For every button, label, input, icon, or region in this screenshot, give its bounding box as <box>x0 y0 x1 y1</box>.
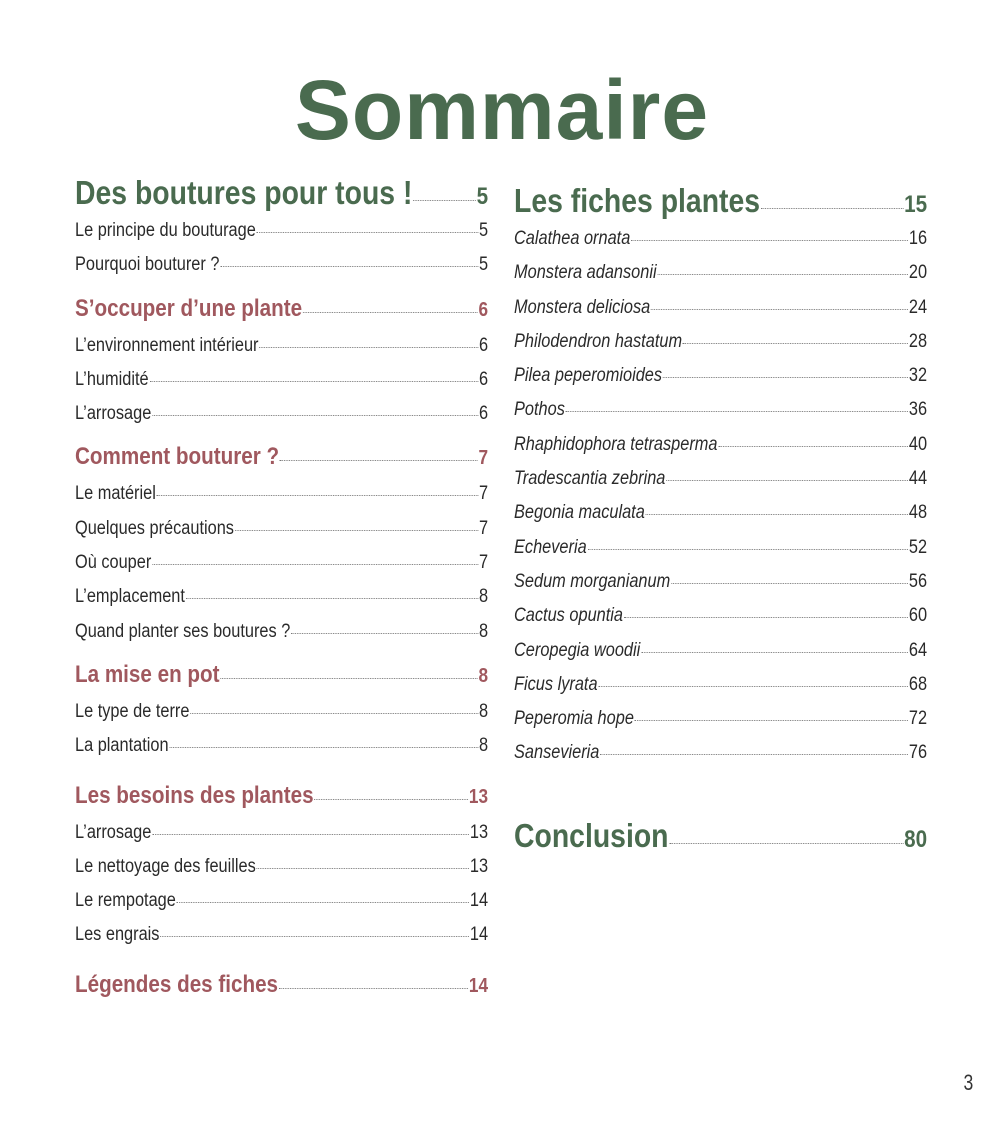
leader-dots <box>152 414 478 416</box>
toc-entry[interactable] <box>75 735 488 769</box>
chapter-title: Les fiches plantes <box>514 182 761 219</box>
toc-plant-entry[interactable] <box>514 399 927 433</box>
leader-dots <box>257 867 469 869</box>
toc-section-heading[interactable] <box>75 782 488 822</box>
page-number: 6 <box>478 334 489 356</box>
page-number: 7 <box>478 447 489 470</box>
leader-dots <box>152 563 478 565</box>
page-number: 5 <box>478 254 489 276</box>
page-number: 40 <box>908 433 928 455</box>
toc-plant-entry[interactable] <box>514 571 927 605</box>
page-number: 68 <box>908 673 928 695</box>
page-number: 64 <box>908 639 928 661</box>
entry-label: Le rempotage <box>75 890 176 912</box>
toc-plant-entry[interactable] <box>514 262 927 296</box>
entry-label: Le type de terre <box>75 700 190 722</box>
section-title: La mise en pot <box>75 660 220 688</box>
toc-entry[interactable] <box>75 701 488 735</box>
entry-label: L’arrosage <box>75 403 152 425</box>
entry-label: Le principe du bouturage <box>75 220 256 241</box>
page-title: Sommaire <box>294 63 710 157</box>
plant-name: Sedum morganianum <box>514 570 671 592</box>
page-number: 56 <box>908 570 928 592</box>
toc-plant-entry[interactable] <box>514 708 927 742</box>
leader-dots <box>152 833 469 835</box>
leader-dots <box>624 616 908 618</box>
page-number: 28 <box>908 330 928 352</box>
toc-plant-entry[interactable] <box>514 365 927 399</box>
entry-label: L’arrosage <box>75 821 152 843</box>
section-title: S’occuper d’une plante <box>75 294 303 322</box>
toc-section-heading[interactable] <box>75 661 488 701</box>
plant-name: Cactus opuntia <box>514 605 624 627</box>
section-title: Les besoins des plantes <box>75 781 314 809</box>
leader-dots <box>671 582 908 584</box>
page-number: 8 <box>478 735 489 757</box>
page-number: 8 <box>478 664 489 687</box>
page-number: 5 <box>478 220 489 241</box>
leader-dots <box>190 712 478 714</box>
leader-dots <box>657 273 908 275</box>
plant-name: Monstera adansonii <box>514 262 657 284</box>
leader-dots <box>303 311 478 313</box>
toc-entry[interactable] <box>75 822 488 856</box>
page-number: 14 <box>469 924 489 946</box>
leader-dots <box>761 207 903 209</box>
plant-name: Rhaphidophora tetrasperma <box>514 433 718 455</box>
leader-dots <box>280 459 478 461</box>
plant-name: Begonia maculata <box>514 502 645 524</box>
entry-label: Le matériel <box>75 483 156 505</box>
toc-plant-entry[interactable] <box>514 605 927 639</box>
leader-dots <box>641 651 908 653</box>
leader-dots <box>663 376 908 378</box>
toc-plant-entry[interactable] <box>514 640 927 674</box>
page-number: 8 <box>478 586 489 608</box>
toc-entry[interactable] <box>75 552 488 586</box>
plant-name: Ficus lyrata <box>514 673 598 695</box>
page-number: 48 <box>908 502 928 524</box>
plant-name: Tradescantia zebrina <box>514 468 666 490</box>
page-number: 6 <box>478 403 489 425</box>
leader-dots <box>413 199 475 201</box>
chapter-title: Des boutures pour tous ! <box>75 174 413 211</box>
page-number: 13 <box>469 821 489 843</box>
toc-entry[interactable] <box>75 483 488 517</box>
page-number: 6 <box>478 298 489 321</box>
entry-label: Quelques précautions <box>75 517 234 539</box>
plant-name: Pothos <box>514 399 565 421</box>
toc-plant-entry[interactable] <box>514 434 927 468</box>
leader-dots <box>635 719 908 721</box>
leader-dots <box>666 479 908 481</box>
chapter-title: Conclusion <box>514 816 669 854</box>
toc-entry[interactable] <box>75 621 488 655</box>
entry-label: Pourquoi bouturer ? <box>75 254 220 276</box>
leader-dots <box>149 380 478 382</box>
toc-entry[interactable] <box>75 369 488 403</box>
entry-label: La plantation <box>75 735 169 757</box>
page-number: 32 <box>908 365 928 387</box>
plant-name: Monstera deliciosa <box>514 296 651 318</box>
section-title: Légendes des fiches <box>75 970 279 998</box>
page-number: 13 <box>469 855 489 877</box>
entry-label: L’environnement intérieur <box>75 334 259 356</box>
toc-right-column <box>514 182 927 863</box>
section-title: Comment bouturer ? <box>75 443 280 471</box>
page-number: 60 <box>908 605 928 627</box>
plant-name: Pilea peperomioides <box>514 365 663 387</box>
leader-dots <box>220 677 477 679</box>
toc-plant-entry[interactable] <box>514 674 927 708</box>
page-number: 14 <box>469 890 489 912</box>
leader-dots <box>279 987 468 989</box>
plant-name: Calathea ornata <box>514 228 631 249</box>
page-number: 6 <box>478 368 489 390</box>
entry-label: Quand planter ses boutures ? <box>75 620 291 642</box>
toc-entry[interactable] <box>75 518 488 552</box>
leader-dots <box>169 746 478 748</box>
leader-dots <box>683 342 908 344</box>
toc-entry[interactable] <box>75 890 488 924</box>
entry-label: L’humidité <box>75 368 149 390</box>
page-folio: 3 <box>963 1070 973 1095</box>
toc-plant-entry[interactable] <box>514 468 927 502</box>
page-number: 13 <box>468 785 489 808</box>
toc-plant-entry[interactable] <box>514 331 927 365</box>
leader-dots <box>291 632 478 634</box>
leader-dots <box>598 685 908 687</box>
toc-entry[interactable] <box>75 254 488 288</box>
page-number: 80 <box>904 825 928 853</box>
toc-entry[interactable] <box>75 335 488 369</box>
page-number: 7 <box>478 483 489 505</box>
entry-label: Les engrais <box>75 924 160 946</box>
leader-dots <box>588 548 908 550</box>
page-number: 7 <box>478 552 489 574</box>
toc-plant-entry[interactable] <box>514 297 927 331</box>
page-number: 5 <box>476 183 489 210</box>
page-number: 72 <box>908 708 928 730</box>
toc-section-heading[interactable] <box>75 971 488 1011</box>
leader-dots <box>235 529 478 531</box>
leader-dots <box>259 346 478 348</box>
leader-dots <box>257 231 478 233</box>
page-number: 20 <box>908 262 928 284</box>
page-number: 44 <box>908 468 928 490</box>
leader-dots <box>220 265 478 267</box>
toc-plant-entry[interactable] <box>514 502 927 536</box>
toc-section-heading[interactable] <box>75 295 488 335</box>
leader-dots <box>718 445 908 447</box>
plant-name: Sansevieria <box>514 742 600 764</box>
plant-name: Philodendron hastatum <box>514 330 683 352</box>
page-number: 52 <box>908 536 928 558</box>
leader-dots <box>186 597 478 599</box>
leader-dots <box>566 410 908 412</box>
toc-section-heading[interactable] <box>75 443 488 483</box>
page-number: 8 <box>478 700 489 722</box>
toc-plant-entry[interactable] <box>514 228 927 262</box>
leader-dots <box>160 935 469 937</box>
page-number: 76 <box>908 742 928 764</box>
plant-name: Echeveria <box>514 536 587 558</box>
page-number: 7 <box>478 517 489 539</box>
leader-dots <box>651 308 908 310</box>
leader-dots <box>157 494 478 496</box>
toc-left-column <box>75 174 488 1011</box>
entry-label: Le nettoyage des feuilles <box>75 855 256 877</box>
leader-dots <box>314 798 468 800</box>
entry-label: L’emplacement <box>75 586 185 608</box>
page-number: 14 <box>468 974 489 997</box>
leader-dots <box>646 513 908 515</box>
toc-entry[interactable] <box>75 856 488 890</box>
page-number: 16 <box>908 228 928 249</box>
entry-label: Où couper <box>75 552 152 574</box>
toc-chapter-intro[interactable] <box>75 174 488 220</box>
page-number: 36 <box>908 399 928 421</box>
page-number: 24 <box>908 296 928 318</box>
toc-entry[interactable] <box>75 586 488 620</box>
toc-plant-entry[interactable] <box>514 742 927 776</box>
toc-chapter-plant-sheets[interactable] <box>514 182 927 228</box>
page-number: 8 <box>478 620 489 642</box>
toc-entry[interactable] <box>75 220 488 254</box>
toc-entry[interactable] <box>75 403 488 437</box>
plant-name: Ceropegia woodii <box>514 639 641 661</box>
toc-chapter-conclusion[interactable] <box>514 817 927 863</box>
plant-name: Peperomia hope <box>514 708 634 730</box>
toc-entry[interactable] <box>75 924 488 958</box>
leader-dots <box>669 842 903 844</box>
leader-dots <box>177 901 469 903</box>
leader-dots <box>631 239 908 241</box>
leader-dots <box>600 753 908 755</box>
toc-plant-entry[interactable] <box>514 537 927 571</box>
page-number: 15 <box>904 191 928 218</box>
